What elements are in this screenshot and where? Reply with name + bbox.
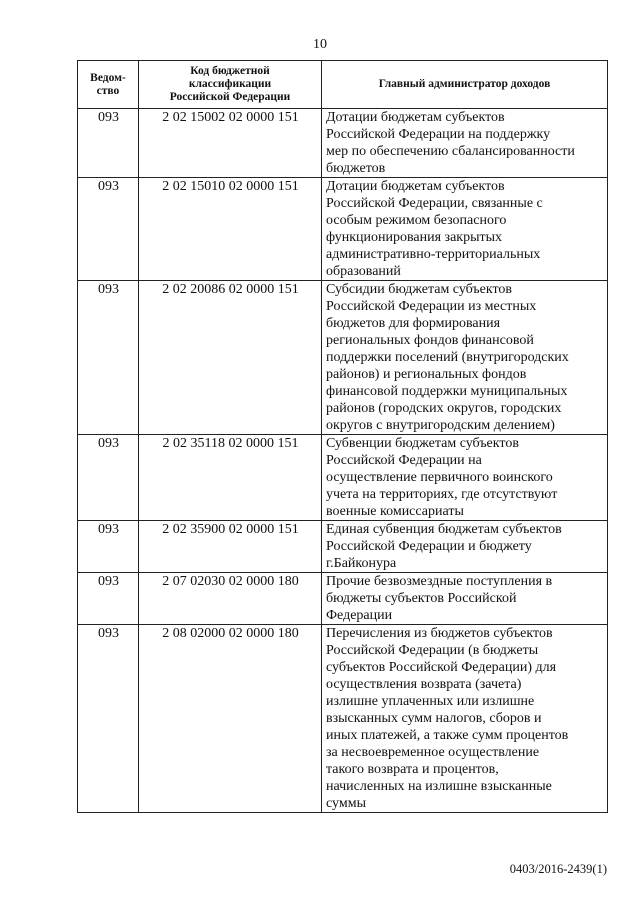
budget-classification-code-cell: 2 07 02030 02 0000 180 (139, 573, 322, 625)
revenue-description-cell: Прочие безвозмездные поступления в бюджеты субъектов Российской Федерации (322, 573, 608, 625)
table-row (78, 109, 608, 178)
document-number-footer: 0403/2016-2439(1) (509, 862, 607, 876)
department-code-cell: 093 (78, 281, 139, 435)
budget-classification-code-cell: 2 02 35118 02 0000 151 (139, 435, 322, 521)
revenue-description-cell: Единая субвенция бюджетам субъектов Российской Федерации и бюджету г.Байконура (322, 521, 608, 573)
department-code-cell: 093 (78, 435, 139, 521)
budget-classification-code-cell: 2 08 02000 02 0000 180 (139, 625, 322, 813)
revenue-description-cell: Субвенции бюджетам субъектов Российской Федерации на осуществление первичного воинского учета на территориях, где отсутствуют военные комиссариаты (322, 435, 608, 521)
department-code-cell: 093 (78, 625, 139, 813)
table-row (78, 573, 608, 625)
table-header-row (78, 61, 608, 109)
budget-classification-code-cell: 2 02 35900 02 0000 151 (139, 521, 322, 573)
table-row (78, 281, 608, 435)
table-row (78, 435, 608, 521)
table-row (78, 625, 608, 813)
department-code-cell: 093 (78, 109, 139, 178)
revenue-description-cell: Дотации бюджетам субъектов Российской Федерации на поддержку мер по обеспечению сбалансированности бюджетов (322, 109, 608, 178)
table-row (78, 178, 608, 281)
budget-classification-code-cell: 2 02 15002 02 0000 151 (139, 109, 322, 178)
header-code: Код бюджетной классификации Российской Федерации (139, 61, 322, 109)
department-code-cell: 093 (78, 521, 139, 573)
table-row (78, 521, 608, 573)
department-code-cell: 093 (78, 573, 139, 625)
revenue-administrators-table (77, 60, 608, 813)
budget-classification-code-cell: 2 02 20086 02 0000 151 (139, 281, 322, 435)
header-administrator: Главный администратор доходов (322, 61, 608, 109)
revenue-description-cell: Дотации бюджетам субъектов Российской Федерации, связанные с особым режимом безопасного функционирования закрытых административно-территориальных образований (322, 178, 608, 281)
budget-classification-code-cell: 2 02 15010 02 0000 151 (139, 178, 322, 281)
department-code-cell: 093 (78, 178, 139, 281)
page-number: 10 (313, 37, 327, 52)
revenue-description-cell: Перечисления из бюджетов субъектов Российской Федерации (в бюджеты субъектов Российской Федерации) для осуществления возврата (зачета) излишне уплаченных или излишне взысканных сумм налогов, сборов и иных платежей, а также сумм процентов за несвоевременное осуществление такого возврата и процентов, начисленных на излишне взысканные суммы (322, 625, 608, 813)
revenue-description-cell: Субсидии бюджетам субъектов Российской Федерации из местных бюджетов для формирования региональных фондов финансовой поддержки поселений (внутригородских районов) и региональных фондов финансовой поддержки муниципальных районов (городских округов, городских округов с внутригородским делением) (322, 281, 608, 435)
header-department: Ведом- ство (78, 61, 139, 109)
